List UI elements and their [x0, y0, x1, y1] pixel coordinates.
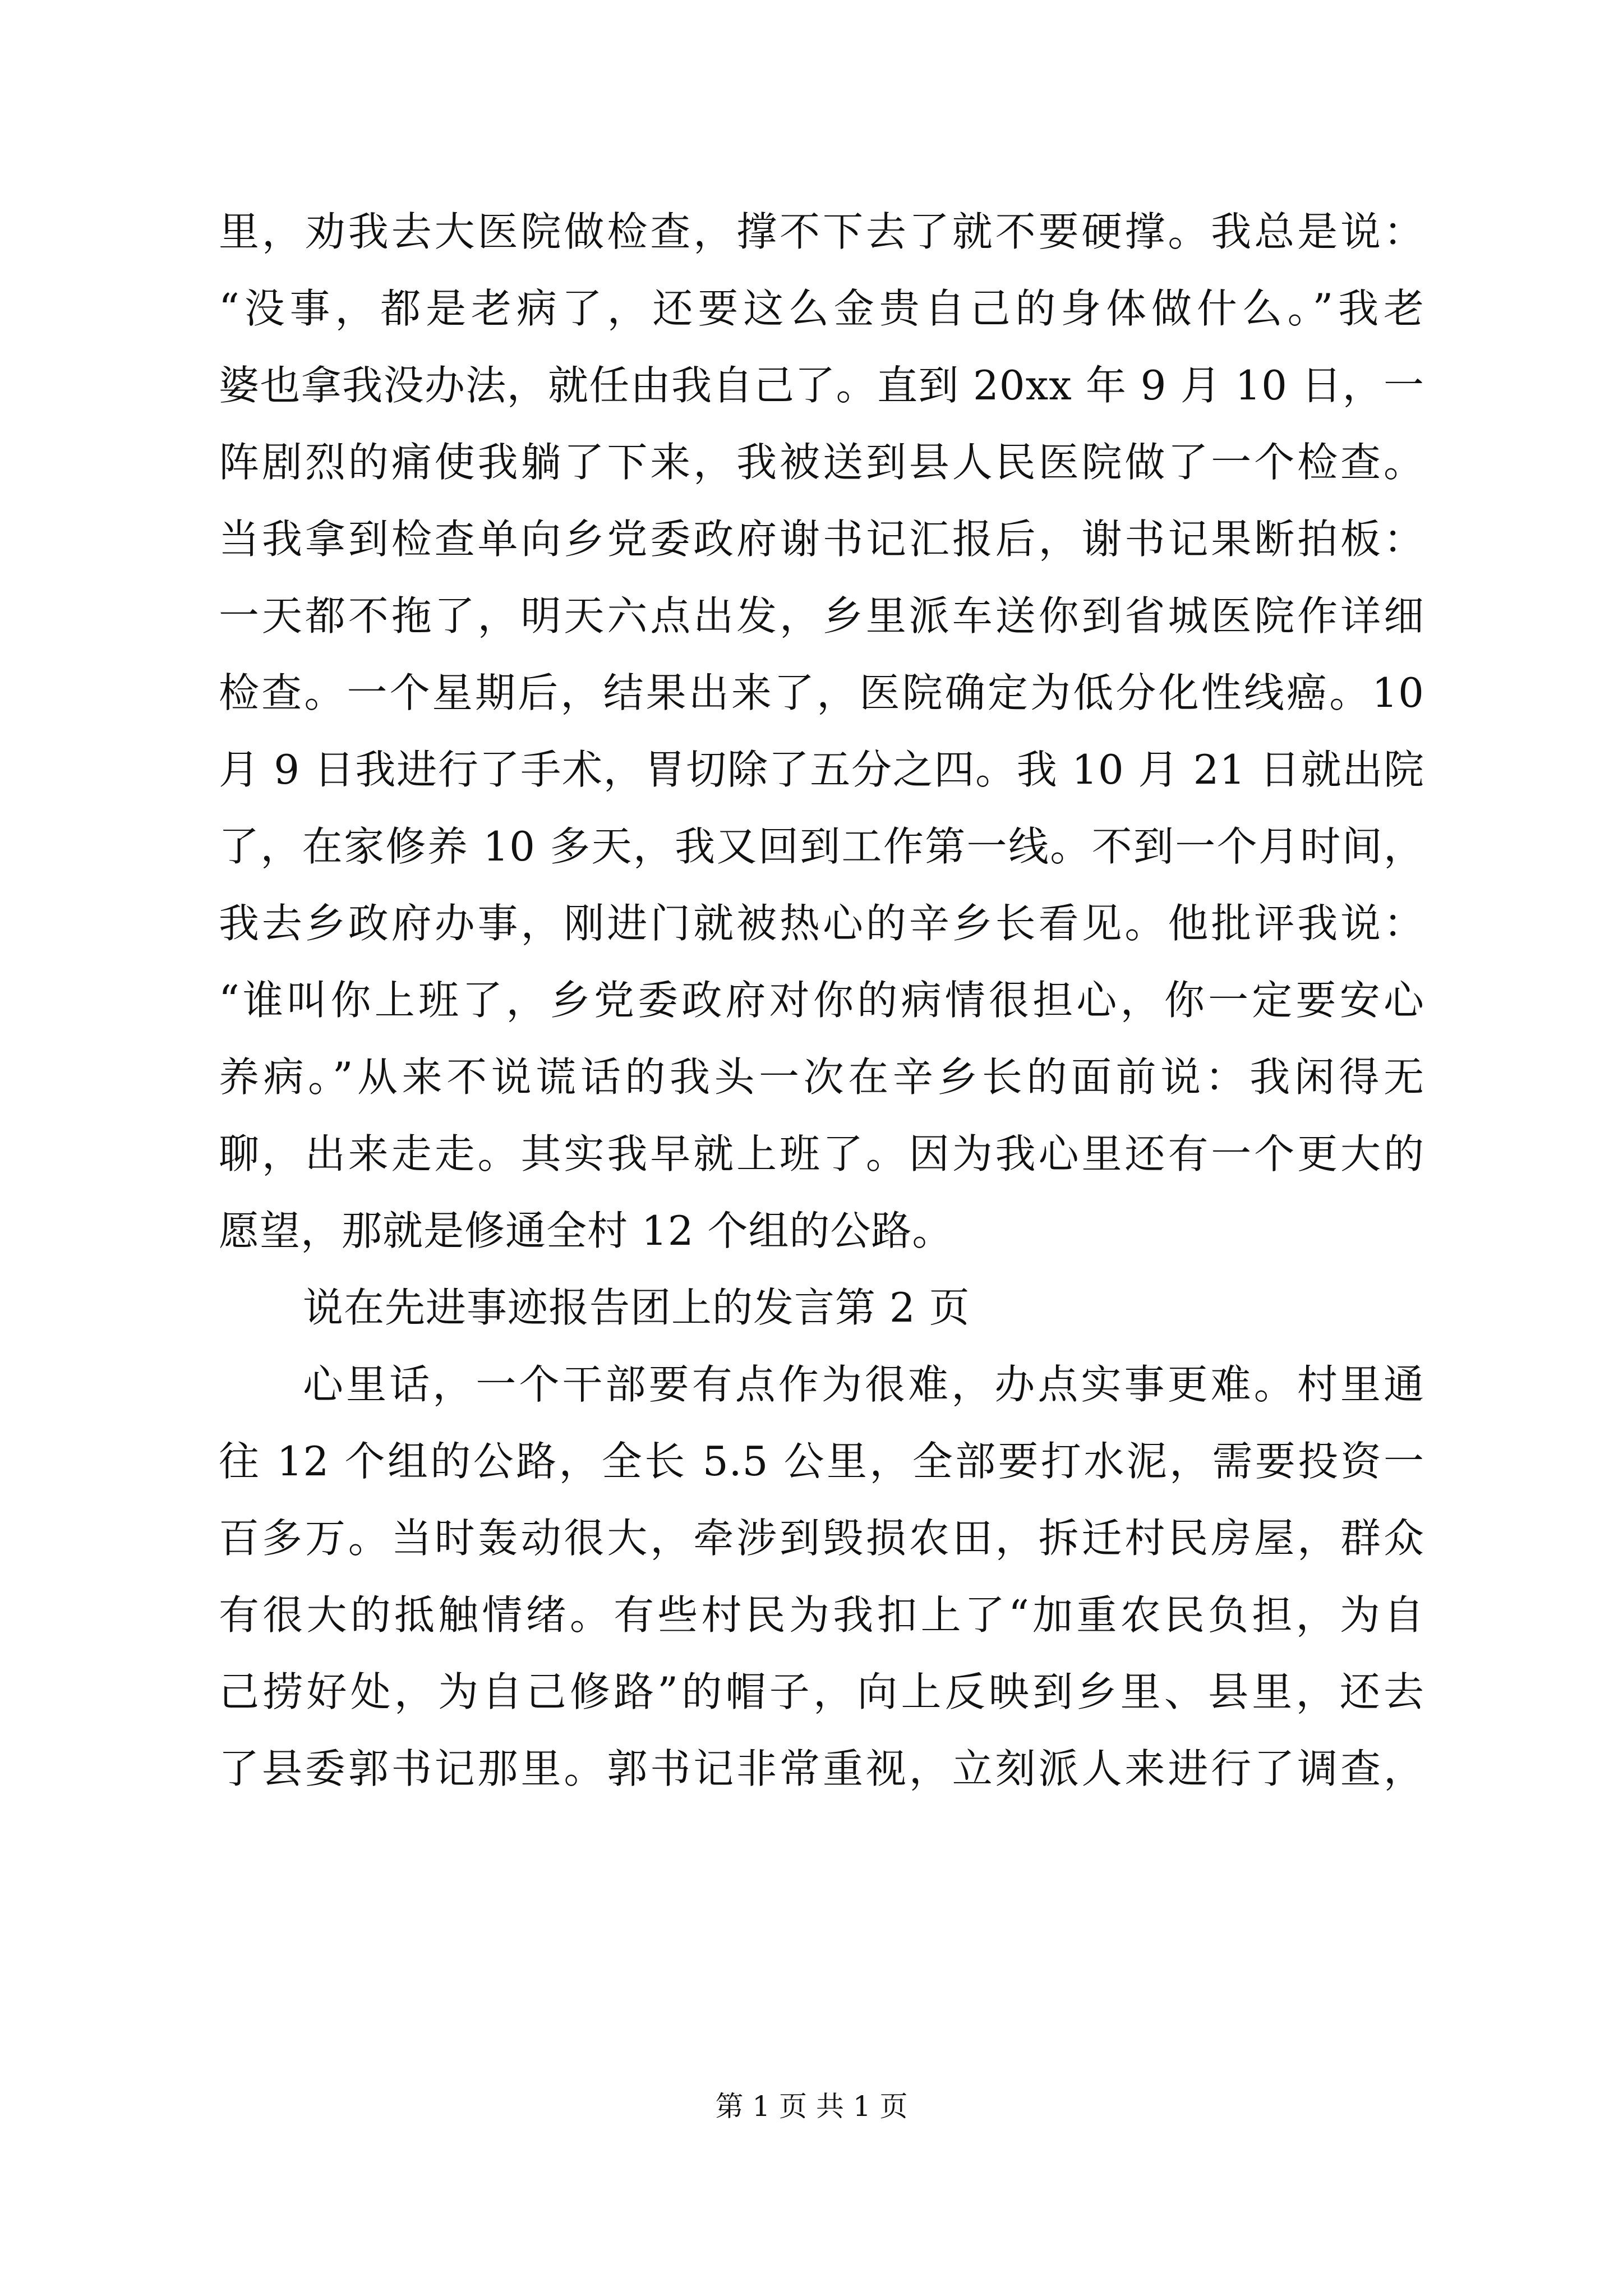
text-line: 愿望，那就是修通全村 12 个组的公路。 — [219, 1207, 953, 1254]
text-line: 了县委郭书记那里。郭书记非常重视，立刻派人来进行了调查， — [219, 1745, 1424, 1792]
text-line: 阵剧烈的痛使我躺了下来，我被送到县人民医院做了一个检查。 — [219, 439, 1424, 486]
text-line: 百多万。当时轰动很大，牵涉到毁损农田，拆迁村民房屋，群众 — [219, 1515, 1424, 1562]
text-line: 婆也拿我没办法，就任由我自己了。直到 20xx 年 9 月 10 日，一 — [219, 362, 1424, 409]
text-line: 心里话，一个干部要有点作为很难，办点实事更难。村里通 — [303, 1361, 1424, 1408]
section-heading: 说在先进事迹报告团上的发言第 2 页 — [303, 1284, 970, 1331]
page-footer: 第 1 页 共 1 页 — [715, 2090, 908, 2123]
text-line: 了，在家修养 10 多天，我又回到工作第一线。不到一个月时间， — [219, 823, 1424, 870]
text-line: 聊，出来走走。其实我早就上班了。因为我心里还有一个更大的 — [219, 1130, 1424, 1177]
text-line: 往 12 个组的公路，全长 5.5 公里，全部要打水泥，需要投资一 — [219, 1438, 1424, 1485]
body-text — [219, 194, 1424, 1807]
text-line: 里，劝我去大医院做检查，撑不下去了就不要硬撑。我总是说： — [219, 208, 1424, 255]
text-line: 有很大的抵触情绪。有些村民为我扣上了“加重农民负担，为自 — [219, 1591, 1424, 1639]
text-line: 己捞好处，为自己修路”的帽子，向上反映到乡里、县里，还去 — [219, 1668, 1424, 1715]
text-line: 一天都不拖了，明天六点出发，乡里派车送你到省城医院作详细 — [219, 592, 1424, 639]
text-line: 月 9 日我进行了手术，胃切除了五分之四。我 10 月 21 日就出院 — [219, 746, 1424, 793]
text-line: 养病。”从来不说谎话的我头一次在辛乡长的面前说：我闲得无 — [219, 1053, 1424, 1101]
text-line: 检查。一个星期后，结果出来了，医院确定为低分化性线癌。10 — [219, 669, 1424, 716]
text-line: 我去乡政府办事，刚进门就被热心的辛乡长看见。他批评我说： — [219, 900, 1424, 947]
text-line: “谁叫你上班了，乡党委政府对你的病情很担心，你一定要安心 — [219, 977, 1424, 1024]
text-line: “没事，都是老病了，还要这么金贵自己的身体做什么。”我老 — [219, 285, 1424, 332]
text-line: 当我拿到检查单向乡党委政府谢书记汇报后，谢书记果断拍板： — [219, 516, 1424, 563]
